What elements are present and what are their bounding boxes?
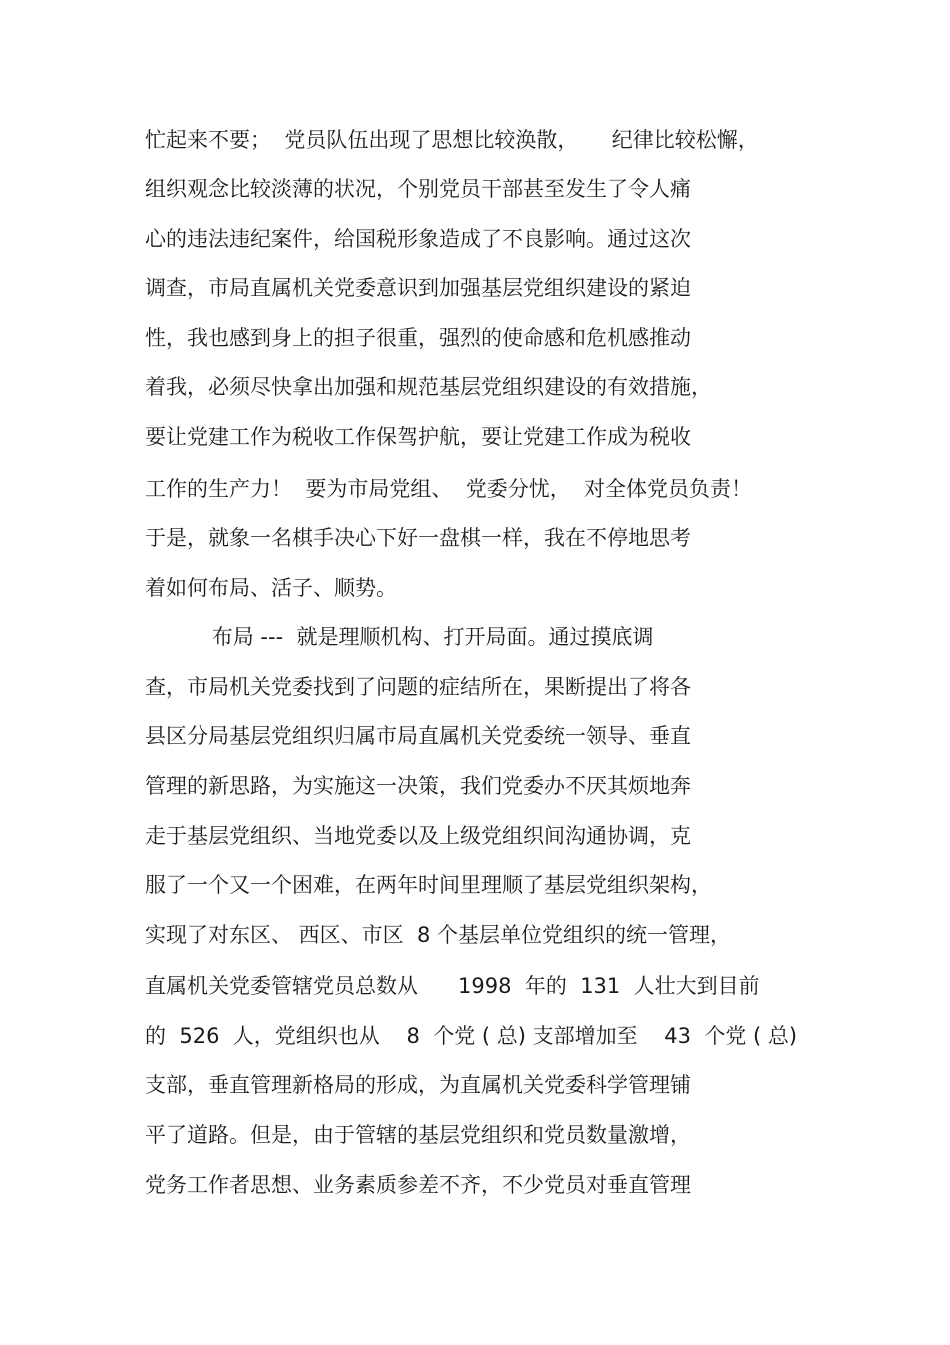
text-line: 支部，垂直管理新格局的形成，为直属机关党委科学管理铺 (145, 1073, 691, 1097)
text-line: 实现了对东区、 西区、市区 8 个基层单位党组织的统一管理， (145, 923, 732, 947)
text-line: 平了道路。但是，由于管辖的基层党组织和党员数量激增， (145, 1123, 691, 1147)
text-line: 县区分局基层党组织归属市局直属机关党委统一领导、垂直 (145, 724, 691, 748)
text-line: 忙起来不要； 党员队伍出现了思想比较涣散， 纪律比较松懈， (145, 128, 759, 152)
text-line: 直属机关党委管辖党员总数从 1998 年的 131 人壮大到目前 (145, 974, 760, 998)
text-line: 工作的生产力！ 要为市局党组、 党委分忧， 对全体党员负责！ (145, 477, 753, 501)
text-line: 调查，市局直属机关党委意识到加强基层党组织建设的紧迫 (145, 276, 691, 300)
text-line: 心的违法违纪案件，给国税形象造成了不良影响。通过这次 (145, 227, 691, 251)
text-line: 组织观念比较淡薄的状况，个别党员干部甚至发生了令人痛 (145, 177, 691, 201)
text-line: 要让党建工作为税收工作保驾护航，要让党建工作成为税收 (145, 425, 691, 449)
text-line: 于是，就象一名棋手决心下好一盘棋一样，我在不停地思考 (145, 526, 691, 550)
text-line: 着我，必须尽快拿出加强和规范基层党组织建设的有效措施， (145, 375, 712, 399)
text-line: 性，我也感到身上的担子很重，强烈的使命感和危机感推动 (145, 326, 691, 350)
text-line: 查，市局机关党委找到了问题的症结所在，果断提出了将各 (145, 675, 691, 699)
text-line: 的 526 人，党组织也从 8 个党 ( 总) 支部增加至 43 个党 ( 总) (145, 1024, 798, 1048)
text-line: 服了一个又一个困难，在两年时间里理顺了基层党组织架构， (145, 873, 712, 897)
text-line: 党务工作者思想、业务素质参差不齐，不少党员对垂直管理 (145, 1173, 691, 1197)
text-line: 着如何布局、活子、顺势。 (145, 576, 397, 600)
text-line: 走于基层党组织、当地党委以及上级党组织间沟通协调，克 (145, 824, 691, 848)
text-line: 管理的新思路，为实施这一决策，我们党委办不厌其烦地奔 (145, 774, 691, 798)
text-line: 布局 --- 就是理顺机构、打开局面。通过摸底调 (145, 625, 654, 649)
